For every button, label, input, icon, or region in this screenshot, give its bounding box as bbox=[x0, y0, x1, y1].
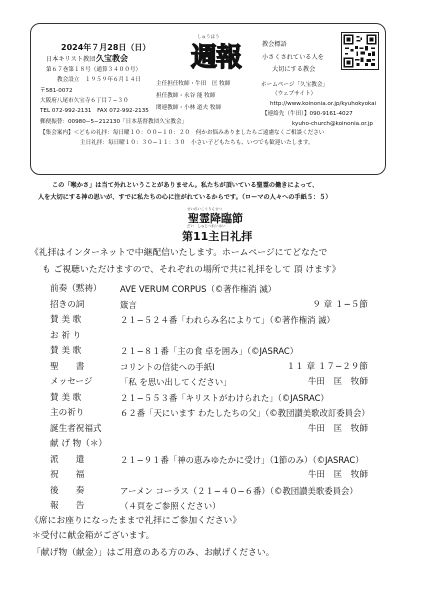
order-text: 「私 を思い出してください」 bbox=[120, 377, 232, 387]
staff-2: 担任教師・永谷 能 牧師 bbox=[156, 93, 216, 99]
order-label: 賛 美 歌 bbox=[50, 392, 82, 403]
order-label: お 祈 り bbox=[50, 330, 82, 341]
order-label: 派 遣 bbox=[50, 454, 85, 465]
order-row bbox=[0, 440, 424, 452]
order-right: ９ 章 １−５節 bbox=[312, 299, 368, 310]
order-label: 賛 美 歌 bbox=[50, 315, 82, 325]
order-row bbox=[0, 487, 424, 499]
order-row bbox=[0, 347, 424, 359]
order-row bbox=[0, 409, 424, 421]
order-row bbox=[0, 363, 424, 375]
verse-line2: 人を大切にする神の思いが、すでに私たちの心に注がれているからです。（ローマの人々への手紙５：５） bbox=[38, 194, 332, 201]
motto-line1: 小さくされている人を bbox=[262, 54, 324, 61]
order-text: 箴言 bbox=[120, 299, 137, 310]
order-text: ２１−５５３番「キリストがわけられた」（©JASRAC） bbox=[120, 392, 329, 403]
order-label: 祝 福 bbox=[50, 470, 85, 480]
order-label: 献 げ 物（＊） bbox=[50, 439, 108, 449]
motto-label: 教会標語 bbox=[262, 41, 287, 48]
postal-code: 〒581-0072 bbox=[40, 88, 73, 94]
order-label: 聖 書 bbox=[50, 361, 85, 372]
order-label: 前奏（黙祷） bbox=[50, 284, 102, 294]
sunday-ruby: だい しゅじつれいはい bbox=[187, 224, 226, 228]
order-row bbox=[0, 316, 424, 328]
footer-line1: 《席にお座りになったままで礼拝にご参加ください》 bbox=[30, 516, 242, 526]
meeting-info-2: 主日礼拝：毎日曜１０：３０−１１：３０ 小さい子どもたちも、いつでも歓迎いたします。 bbox=[80, 140, 314, 146]
notice-line2: も ご視聴いただけますので、それぞれの場所で共に礼拝をして 頂 けます》 bbox=[42, 265, 341, 275]
verse-line1: この「喉かさ」は当て外れということがありません。私たちが頂いている聖霊の働きによって、 bbox=[52, 182, 319, 189]
contact-email[interactable]: kyuho-church@koinonia.or.jp bbox=[292, 121, 373, 127]
contact-phone: 【連絡先（牛田）】090-9161-4027 bbox=[262, 111, 353, 117]
order-row bbox=[0, 456, 424, 468]
masthead-title: 週報 bbox=[190, 43, 241, 73]
issue-date: 2024年７月28日（日） bbox=[61, 43, 151, 52]
footer-line3: 「献げ物（献金）」はご用意のある方のみ、お献げください。 bbox=[32, 548, 275, 558]
homepage-sub: （ウェブサイト） bbox=[272, 91, 317, 97]
order-label: メッセージ bbox=[50, 377, 93, 387]
order-label: 報 告 bbox=[50, 501, 85, 511]
order-text: （４頁をご参照ください） bbox=[120, 501, 221, 511]
issue-number: 第６７巻第１８号（通算３４００号） bbox=[46, 67, 142, 73]
order-label: 賛 美 歌 bbox=[50, 346, 82, 356]
order-text: コリントの信徒への手紙Ⅰ bbox=[120, 361, 215, 372]
order-right: １１ 章 １７−２９節 bbox=[286, 361, 368, 372]
address: 大阪府八尾市久宝寺６丁目７−３０ bbox=[40, 98, 129, 104]
telephone: TEL 072-992-2131 FAX 072-992-2135 bbox=[40, 108, 149, 114]
notice-line1: 《礼拝はインターネットで中継配信いたします。ホームページにてどなたで bbox=[30, 248, 328, 258]
qr-code-icon[interactable] bbox=[341, 32, 379, 70]
order-right: 牛田 匡 牧師 bbox=[307, 423, 368, 434]
order-label: 招きの詞 bbox=[50, 299, 85, 310]
order-text: ２１−５２４番「われらみ名によりて」（©著作権消 滅） bbox=[120, 315, 335, 325]
meeting-info-1: 【集会案内】＜どもの礼拝：毎日曜１０：００−１０：２０ 何かお悩みありましたらご遠慮なくご相談ください bbox=[40, 130, 325, 136]
order-label: 主の祈り bbox=[50, 408, 85, 418]
order-row bbox=[0, 285, 424, 297]
order-right: 牛田 匡 牧師 bbox=[307, 377, 368, 387]
order-row bbox=[0, 378, 424, 390]
order-text: アーメン コーラス（２１−４０−６番）（©教団讃美歌委員会） bbox=[120, 485, 358, 496]
order-text: AVE VERUM CORPUS（©著作権消 滅） bbox=[120, 284, 277, 294]
order-row bbox=[0, 394, 424, 406]
order-row bbox=[0, 332, 424, 344]
order-text: ２１−９１番「神の恵みゆたかに受け」（1節のみ）（©JASRAC） bbox=[120, 454, 364, 465]
postal-transfer: 郵便振替：00980−5−212130「日本基督教団久宝教会」 bbox=[40, 119, 188, 125]
footer-line2: ＊受付に献金箱がございます。 bbox=[32, 531, 155, 541]
church-name: 久宝教会 bbox=[96, 54, 128, 63]
church-type: 日本キリスト教団 bbox=[46, 56, 96, 63]
homepage-url[interactable]: http://www.koinonia.or.jp/kyuhokyokai bbox=[270, 101, 377, 107]
staff-1: 主任担任牧師・牛田 匡 牧師 bbox=[156, 81, 231, 87]
order-label: 誕生者祝福式 bbox=[50, 423, 102, 434]
order-label: 後 奏 bbox=[50, 485, 85, 496]
order-row bbox=[0, 425, 424, 437]
order-row bbox=[0, 301, 424, 313]
order-row bbox=[0, 502, 424, 514]
order-row bbox=[0, 471, 424, 483]
order-text: ６２番「天にいます わたしたちの父」（©教団讃美歌改訂委員会） bbox=[120, 408, 370, 418]
season-name: 聖霊降臨節 bbox=[188, 212, 243, 225]
motto-line2: 大切にする教会 bbox=[272, 66, 316, 73]
order-text: ２１−８１番「主の食 卓を囲み」（©JASRAC） bbox=[120, 346, 299, 356]
masthead-ruby: しゅうほう bbox=[197, 35, 220, 40]
order-right: 牛田 匡 牧師 bbox=[307, 470, 368, 480]
homepage-label: ホームページ「久宝教会」 bbox=[261, 82, 329, 88]
founded-date: 教会設立 １９５９年６月１４日 bbox=[57, 77, 141, 83]
sunday-title: 第11主日礼拝 bbox=[182, 230, 253, 243]
staff-3: 関連教師・小林 道夫 牧師 bbox=[156, 105, 222, 111]
season-ruby: せいれいこうりんせつ bbox=[187, 207, 222, 211]
